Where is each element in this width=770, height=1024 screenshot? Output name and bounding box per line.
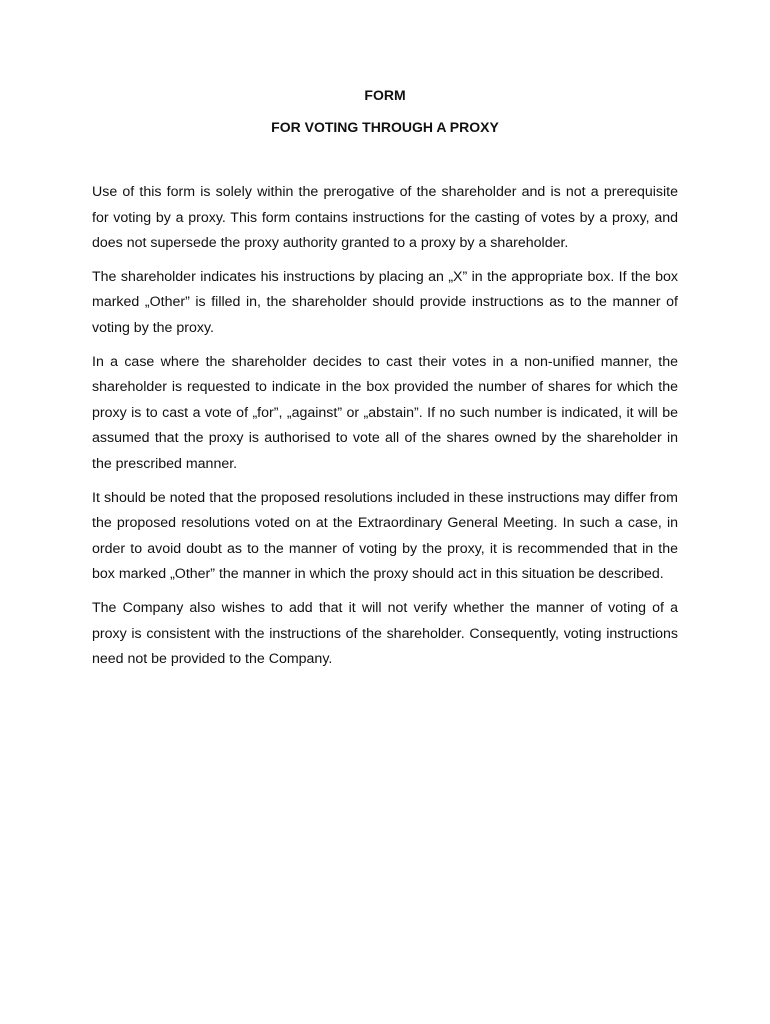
paragraph-usage: Use of this form is solely within the prerogative of the shareholder and is not a prerequisite for voting by a proxy. This form contains instructions for the casting of votes by a proxy, and does not supersede the proxy authority granted to a proxy by a shareholder. [92, 184, 678, 252]
document-subtitle: FOR VOTING THROUGH A PROXY [271, 119, 499, 135]
paragraph-company-notice: The Company also wishes to add that it will not verify whether the manner of voting of a proxy is consistent with the instructions of the shareholder. Consequently, voting instructions need not be provided to the Company. [92, 599, 678, 668]
document-title: FORM [364, 87, 406, 103]
document-body [92, 180, 678, 681]
paragraph-instructions: The shareholder indicates his instructions by placing an „X” in the appropriate box. If the box marked „Other” is filled in, the shareholder should provide instructions as to the manner of voting by the proxy. [92, 268, 678, 336]
paragraph-resolutions-note: It should be noted that the proposed resolutions included in these instructions may differ from the proposed resolutions voted on at the Extraordinary General Meeting. In such a case, in order to avoid doubt as to the manner of voting by the proxy, it is recommended that in the box marked „Other” the manner in which the proxy should act in this situation be described. [92, 489, 678, 583]
paragraph-non-unified-voting: In a case where the shareholder decides to cast their votes in a non-unified manner, the shareholder is requested to indicate in the box provided the number of shares for which the proxy is to cast a vote of „for”, „against” or „abstain”. If no such number is indicated, it will be assumed that the proxy is authorised to vote all of the shares owned by the shareholder in the prescribed manner. [92, 353, 678, 472]
